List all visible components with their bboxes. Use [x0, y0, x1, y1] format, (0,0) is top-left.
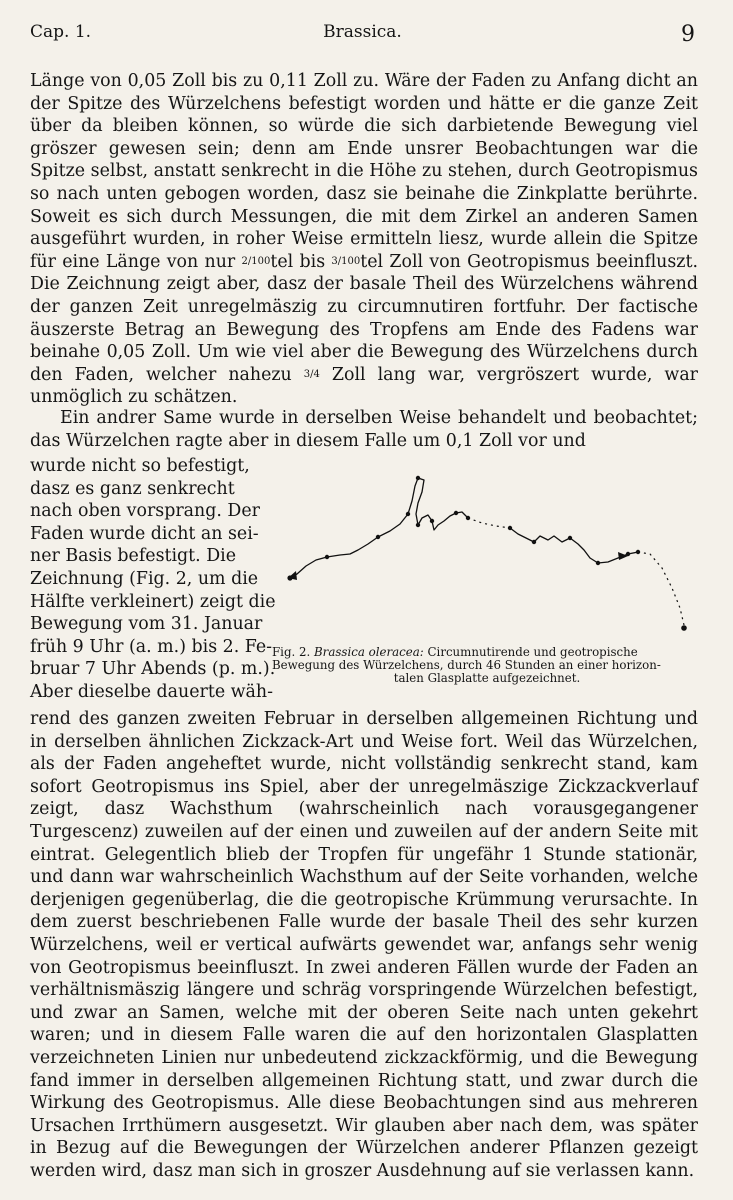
tracing-point — [568, 536, 572, 540]
tracing-point — [416, 476, 420, 480]
paragraph-2-text: Ein andrer Same wurde in derselben Weise behandelt und beobachtet; das Würzelchen ragte aber in diesem Falle um 0,1 Zoll vor und — [30, 408, 698, 451]
tracing-point — [376, 535, 380, 539]
wrapped-line: ner Basis befestigt. Die — [30, 546, 237, 567]
tracing-point — [430, 519, 434, 523]
tracing-point — [532, 540, 536, 544]
tracing-dotted-segment-1 — [468, 518, 510, 528]
caption-line-2: Bewegung des Würzelchens, durch 46 Stunden an einer horizon- — [272, 658, 661, 672]
caption-species: Brassica oleracea: — [314, 645, 424, 659]
wrapped-line: Bewegung vom 31. Januar — [30, 614, 263, 635]
tracing-path-left — [290, 478, 468, 578]
fraction-two-hundredths: 2/100 — [241, 255, 271, 267]
paragraph-1 — [30, 70, 698, 409]
wrapped-line: Faden wurde dicht an sei- — [30, 523, 259, 544]
tracing-point — [596, 561, 600, 565]
caption-text-1: Circumnutirende und geotropische — [427, 645, 638, 659]
caption-line-3: talen Glasplatte aufgezeichnet. — [393, 671, 581, 685]
figure-2-tracing — [282, 470, 702, 655]
running-header — [30, 18, 695, 50]
tracing-point — [636, 550, 640, 554]
wrapped-text-column — [30, 455, 295, 704]
wrapped-line: Hälfte verkleinert) zeigt die — [30, 591, 276, 612]
running-title: Brassica. — [323, 22, 402, 42]
tracing-point — [416, 523, 420, 527]
fraction-three-hundredths: 3/100 — [331, 255, 361, 267]
paragraph-1-text-b: tel bis — [270, 251, 326, 272]
tracing-point — [508, 526, 512, 530]
root-movement-tracing — [282, 470, 702, 655]
wrapped-line: nach oben vorsprang. Der — [30, 501, 260, 522]
wrapped-line: früh 9 Uhr (a. m.) bis 2. Fe- — [30, 636, 273, 657]
paragraph-1-text-c: tel Zoll von Geotropismus beeinfluszt. Die Zeichnung zeigt aber, dasz der basale Theil des Würzelchens während der ganzen Zeit unregelmäszig zu circumnutiren fortfuhr. Der factische äuszerste Betrag an Bewegung des Tropfens am Ende des Fadens war beinahe 0,05 Zoll. Um wie viel aber die Bewegung des Würzelchens durch den Faden, welcher nahezu — [30, 251, 698, 385]
caption-label: Fig. 2. — [272, 645, 311, 659]
tracing-dotted-segment-2 — [638, 552, 684, 625]
wrapped-line: wurde nicht so befestigt, — [30, 456, 250, 476]
paragraph-3 — [30, 708, 698, 1182]
figure-caption — [272, 646, 702, 685]
page-number: 9 — [681, 22, 695, 47]
tracing-point — [325, 555, 329, 559]
tracing-point — [681, 625, 687, 631]
tracing-point — [466, 516, 470, 520]
wrapped-line: Aber dieselbe dauerte wäh- — [30, 681, 273, 702]
paragraph-1-text-a: Länge von 0,05 Zoll bis zu 0,11 Zoll zu. Wäre der Faden zu Anfang dicht an der Spitze des Würzelchens befestigt worden und hätte er die ganze Zeit über da bleiben können, so würde die sich darbietende Bewegung viel gröszer gewesen sein; denn am Ende unsrer Beobachtungen war die Spitze selbst, anstatt senkrecht in die Höhe zu stehen, durch Geotropismus so nach unten gebogen worden, dasz sie beinahe die Zinkplatte berührte. Soweit es sich durch Messungen, die mit dem Zirkel an anderen Samen ausgeführt wurden, in roher Weise ermitteln liesz, wurde allein die Spitze für eine Länge von nur — [30, 71, 698, 272]
fraction-three-quarters: 3/4 — [303, 368, 320, 380]
wrapped-line: dasz es ganz senkrecht — [30, 478, 235, 499]
tracing-point — [406, 512, 410, 516]
wrapped-line: Zeichnung (Fig. 2, um die — [30, 568, 259, 589]
chapter-label: Cap. 1. — [30, 22, 92, 42]
paragraph-2 — [30, 407, 698, 452]
paragraph-1-text-d: Zoll lang war, vergröszert wurde, war unmöglich zu schätzen. — [30, 364, 698, 408]
paragraph-3-text: rend des ganzen zweiten Februar in derselben allgemeinen Richtung und in derselben ähnlichen Zickzack-Art und Weise fort. Weil das Würzelchen, als der Faden angeheftet wurde, nicht vollständig senkrecht stand, kam sofort Geotropismus ins Spiel, aber der unregelmäszige Zickzackverlauf zeigt, dasz Wachsthum (wahrscheinlich nach vorausgegangener Turgescenz) zuweilen auf der einen und zuweilen auf der andern Seite mit eintrat. Gelegentlich blieb der Tropfen für ungefähr 1 Stunde stationär, und dann war wahrscheinlich Wachsthum auf der Seite vorhanden, welche derjenigen gegenüberlag, die die geotropische Krümmung verursachte. In dem zuerst beschriebenen Falle wurde der basale Theil des sehr kurzen Würzelchens, weil er vertical aufwärts gewendet war, anfangs sehr wenig von Geotropismus beeinfluszt. In zwei anderen Fällen wurde der Faden an verhältnismäszig längere und schräg vorspringende Würzelchen befestigt, und zwar an Samen, welche mit der oberen Seite nach unten gekehrt waren; und in diesem Falle waren die auf den horizontalen Glasplatten verzeichneten Linien nur unbedeutend zickzackförmig, und die Bewegung fand immer in derselben allgemeinen Richtung statt, und zwar durch die Wirkung des Geotropismus. Alle diese Beobachtungen sind aus mehreren Ursachen Irrthümern ausgesetzt. Wir glauben aber nach dem, was später in Bezug auf die Bewegungen der Würzelchen anderer Pflanzen gezeigt werden wird, dasz man sich in groszer Ausdehnung auf sie verlassen kann. — [30, 709, 698, 1181]
tracing-point — [454, 511, 458, 515]
wrapped-line: bruar 7 Uhr Abends (p. m.). — [30, 659, 276, 680]
